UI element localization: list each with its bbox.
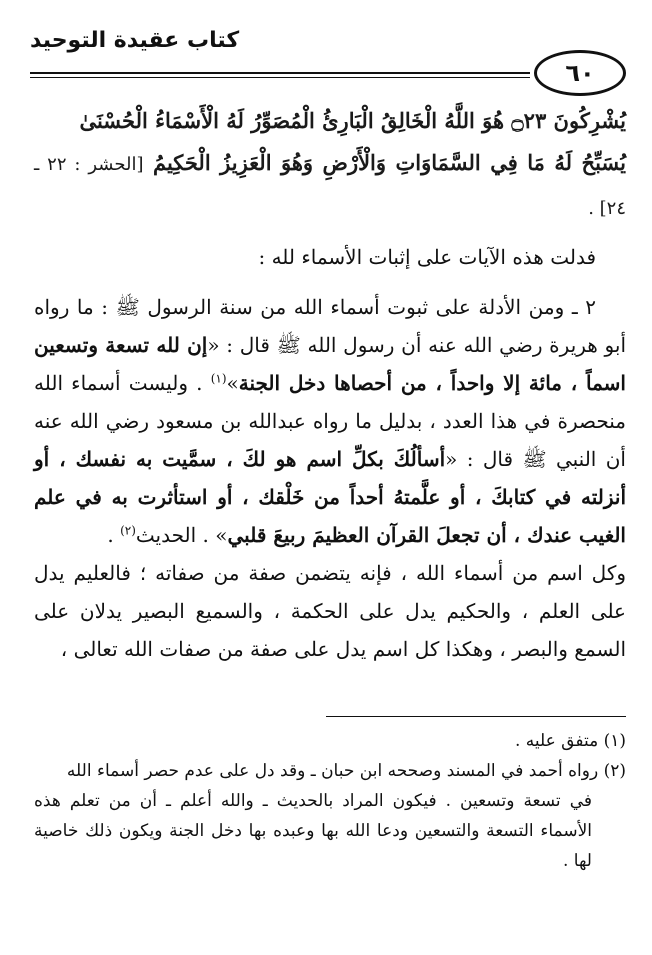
- paragraph-2: [34, 288, 626, 554]
- quran-reference: [الحشر : ٢٢ ـ ٢٤] .: [34, 154, 626, 219]
- header-rule-thin: [30, 77, 530, 78]
- footnote-2-continuation: في تسعة وتسعين . فيكون المراد بالحديث ـ والله أعلم ـ أن من تعلم هذه الأسماء التسعة والتسعين ودعا الله بها وعبده بها دخل الجنة ويكون ذلك خاصية لها .: [34, 791, 592, 871]
- footnotes: [34, 726, 626, 876]
- hadith-2: أسألُكَ بكلِّ اسم هو لكَ ، سمَّيت به نفسك ، أو أنزلته في كتابكَ ، أو علَّمتهُ أحداً من خَلْقك ، أو استأثرت به في علم الغيب عندك ، أن تجعلَ القرآن العظيمَ ربيعَ قلبي: [34, 447, 626, 547]
- footnote-rule: [326, 716, 626, 717]
- footnote-ref-1[interactable]: (١): [210, 371, 227, 386]
- p2-text-1: ٢ ـ ومن الأدلة على ثبوت أسماء الله من سنة الرسول ﷺ : ما رواه أبو هريرة رضي الله عنه أن رسول الله ﷺ قال : «: [34, 295, 626, 357]
- footnote-ref-2[interactable]: (٢): [120, 523, 136, 538]
- p2-text-5: .: [107, 523, 121, 547]
- page-body: [34, 100, 626, 668]
- p2-text-3: . وليست أسماء الله منحصرة في هذا العدد ، بدليل ما رواه عبدالله بن مسعود رضي الله عنه أن النبي ﷺ قال : «: [34, 371, 626, 471]
- p2-text-4: » . الحديث: [135, 523, 228, 547]
- quran-line-2-text: يُسَبِّحُ لَهُ مَا فِي السَّمَاوَاتِ وَالْأَرْضِ وَهُوَ الْعَزِيزُ الْحَكِيمُ: [152, 150, 627, 175]
- footnote-1: (١) متفق عليه .: [514, 731, 626, 751]
- p2-text-2: »: [226, 371, 239, 395]
- intro-text: فدلت هذه الآيات على إثبات الأسماء لله :: [258, 245, 596, 269]
- quran-line-2: [34, 142, 626, 230]
- hadith-1: إن لله تسعة وتسعين اسماً ، مائة إلا واحداً ، من أحصاها دخل الجنة: [34, 333, 626, 395]
- quran-line-1: يُشْرِكُونَ ۝٢٣ هُوَ اللَّهُ الْخَالِقُ الْبَارِئُ الْمُصَوِّرُ لَهُ الْأَسْمَاءُ الْحُسْنَىٰ: [79, 108, 626, 133]
- book-title: كتاب عقيدة التوحيد: [30, 28, 240, 53]
- page-number: ٦٠: [534, 50, 626, 96]
- page-header: [30, 28, 626, 98]
- footnote-2-line-1: (٢) رواه أحمد في المسند وصححه ابن حبان ـ وقد دل على عدم حصر أسماء الله: [66, 761, 626, 781]
- header-rule: [30, 72, 530, 74]
- quran-verse: [34, 100, 626, 230]
- paragraph-3: وكل اسم من أسماء الله ، فإنه يتضمن صفة من صفاته ؛ فالعليم يدل على العلم ، والحكيم يدل على الحكمة ، والسميع البصير يدلان على السمع والبصر ، وهكذا كل اسم يدل على صفة من صفات الله تعالى ،: [34, 561, 626, 661]
